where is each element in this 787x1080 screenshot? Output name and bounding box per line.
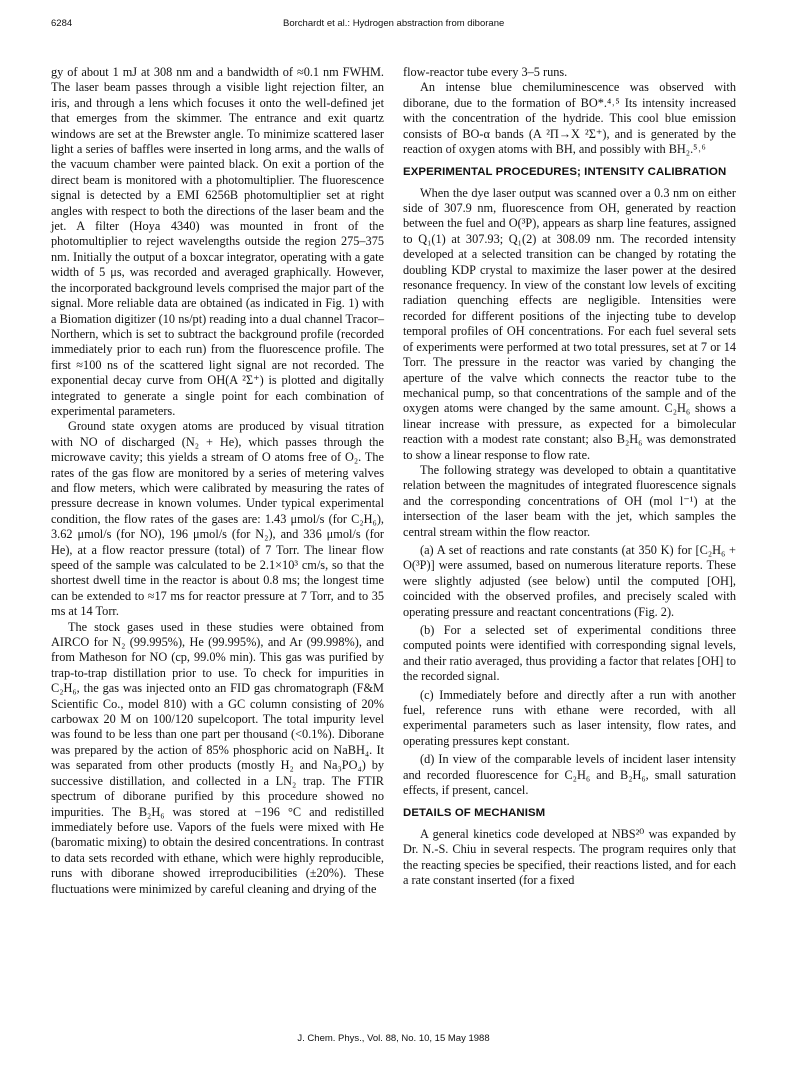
list-item: (b) For a selected set of experimental conditions three computed points were identified with corresponding signal levels, and their ratio averaged, thus providing a factor that relates [OH] to the recorded signal. <box>403 623 736 684</box>
paragraph: A general kinetics code developed at NBS²⁰ was expanded by Dr. N.-S. Chiu in several respects. The program requires only that the reacting species be specified, their reactions listed, and for each a rate constant inserted (for a fixed <box>403 826 736 887</box>
section-heading: EXPERIMENTAL PROCEDURES; INTENSITY CALIBRATION <box>403 166 727 179</box>
list-item: (d) In view of the comparable levels of incident laser intensity and recorded fluorescence for C₂H₆ and B₂H₆, small saturation effects, if present, cancel. <box>403 752 736 798</box>
section-heading: DETAILS OF MECHANISM <box>403 807 546 820</box>
paragraph: An intense blue chemiluminescence was observed with diborane, due to the formation of BO*.⁴˒⁵ Its intensity increased with the concentration of the hydride. This cool blue emission consists of BO-α bands (A ²Π→X ²Σ⁺), and is generated by the reaction of oxygen atoms with BH, and possibly with BH₂.⁵˒⁶ <box>403 80 736 157</box>
paragraph: When the dye laser output was scanned over a 0.3 nm on either side of 307.9 nm, fluorescence from OH, generated by reaction between the fuel and O(³P), appears as sharp line features, assigned to Q₁(1) at 307.93; Q₁(2) at 308.09 nm. The recorded intensity developed at a selected transition can be changed by rotating the doubling KDP crystal to maximize the laser power at the desired resonance frequency. In view of the constant low levels of exciting radiation quenching effects are negligible. Intensities were recorded for different positions of the injecting tube to develop temporal profiles of OH concentrations. For each fuel several sets of experiments were performed at two total pressures, set at 7 or 14 Torr. The pressure in the reactor was varied by changing the aperture of the valve which connects the reactor tube to the mechanical pump, so that concentrations of the sample and of the oxygen atoms were changed by the same amount. C₂H₆ shows a linear increase with pressure, as expected for a bimolecular reaction with a modest rate constant; also B₂H₆ was demonstrated to show a linear response to flow rate. <box>403 185 736 462</box>
paragraph: flow-reactor tube every 3–5 runs. <box>403 65 568 79</box>
paragraph: gy of about 1 mJ at 308 nm and a bandwidth of ≈0.1 nm FWHM. The laser beam passes through a visible light rejection filter, an iris, and through a lens which focuses it onto the well-defined jet that emerges from the skimmer. The entrance and exit quartz windows are set at the Brewster angle. To minimize scattered laser light a series of baffles were inserted in long arms, and the walls of the vacuum chamber were painted black. On exit a portion of the direct beam is monitored with a photomultiplier. The fluorescence signal is detected by a EMI 6256B photomultiplier set at right angles with respect to both the directions of the laser beam and the jet. A filter (Hoya 4340) was mounted in front of the photomultiplier to reject wavelengths outside the region 275–375 nm. Initially the output of a boxcar integrator, operating with a gate width of 5 μs, was recorded and averaged graphically. However, the incorporated background levels comprised the major part of the signal. More reliable data are obtained (as indicated in Fig. 1) with a Biomation digitizer (10 ns/pt) reading into a dual channel Tracor–Northern, which is set to subtract the background profile (recorded immediately prior to each run) from the fluorescence profile. The first ≈100 ns of the scattered light signal are not recorded. The exponential decay curve from OH(A ²Σ⁺) is plotted and digitally integrated to generate a single point for each combination of experimental parameters. <box>51 65 384 418</box>
journal-citation: J. Chem. Phys., Vol. 88, No. 10, 15 May 1988 <box>297 1033 490 1044</box>
right-column <box>403 65 736 888</box>
page-header <box>51 18 741 36</box>
paragraph: Ground state oxygen atoms are produced by visual titration with NO of discharged (N₂ + He), which passes through the microwave cavity; this yields a stream of O atoms free of O₂. The rates of the gas flow are monitored by a series of metering valves and flow meters, which were calibrated by measuring the rates of pressure decrease in known volumes. Under typical experimental condition, the flow rates of the gases are: 1.43 μmol/s (for C₂H₆), 3.62 μmol/s (for NO), 196 μmol/s (for N₂), and 336 μmol/s (for He), at a flow reactor pressure (total) of 7 Torr. The linear flow speed of the sample was calculated to be 2.1×10³ cm/s, so that the shortest dwell time in the reactor is about 0.8 ms; the longest time can be extended to ≈17 ms for reactor pressure at 7 Torr, and to 35 ms at 14 Torr. <box>51 419 384 619</box>
list-item: (a) A set of reactions and rate constants (at 350 K) for [C₂H₆ + O(³P)] were assumed, based on numerous literature reports. These were slightly adjusted (see below) until the computed [OH], coincided with the observed profiles, and precisely scaled with operating pressure and reactant concentrations (Fig. 2). <box>403 542 736 619</box>
running-head: Borchardt et al.: Hydrogen abstraction from diborane <box>283 18 505 29</box>
list-item: (c) Immediately before and directly after a run with another fuel, reference runs with ethane were recorded, with all experimental parameters such as laser intensity, flow rates, and operating pressures kept constant. <box>403 687 736 748</box>
page-number: 6284 <box>51 18 73 29</box>
left-column <box>51 65 384 897</box>
paragraph: The following strategy was developed to obtain a quantitative relation between the magnitudes of integrated fluorescence signals and the corresponding concentrations of OH (mol l⁻¹) at the intersection of the laser beam with the jet, which samples the central stream within the flow reactor. <box>403 462 736 539</box>
paragraph: The stock gases used in these studies were obtained from AIRCO for N₂ (99.995%), He (99.995%), and Ar (99.998%), and from Matheson for NO (cp, 99.0% min). This gas was purified by trap-to-trap distillation prior to use. To check for impurities in C₂H₆, the gas was injected onto an FID gas chromatograph (F&M Scientific Co., model 810) with a GC column consisting of 20% carbowax 20 M on 100/120 supelcoport. The total impurity level was found to be less than one part per thousand (<0.1%). Diborane was prepared by the action of 85% phosphoric acid on NaBH₄. It was separated from other products (mostly H₂ and Na₃PO₄) by successive distillation, and collected in a LN₂ trap. The FTIR spectrum of diborane purified by this procedure showed no impurities. The B₂H₆ was stored at −196 °C and redistilled immediately before use. Vapors of the fuels were mixed with He (baromatic mixing) to obtain the desired concentrations. In contrast to data sets recorded with ethane, which were highly reproducible, runs with diborane showed irreproducibilities (±20%). These fluctuations were minimized by careful cleaning and drying of the <box>51 619 384 896</box>
